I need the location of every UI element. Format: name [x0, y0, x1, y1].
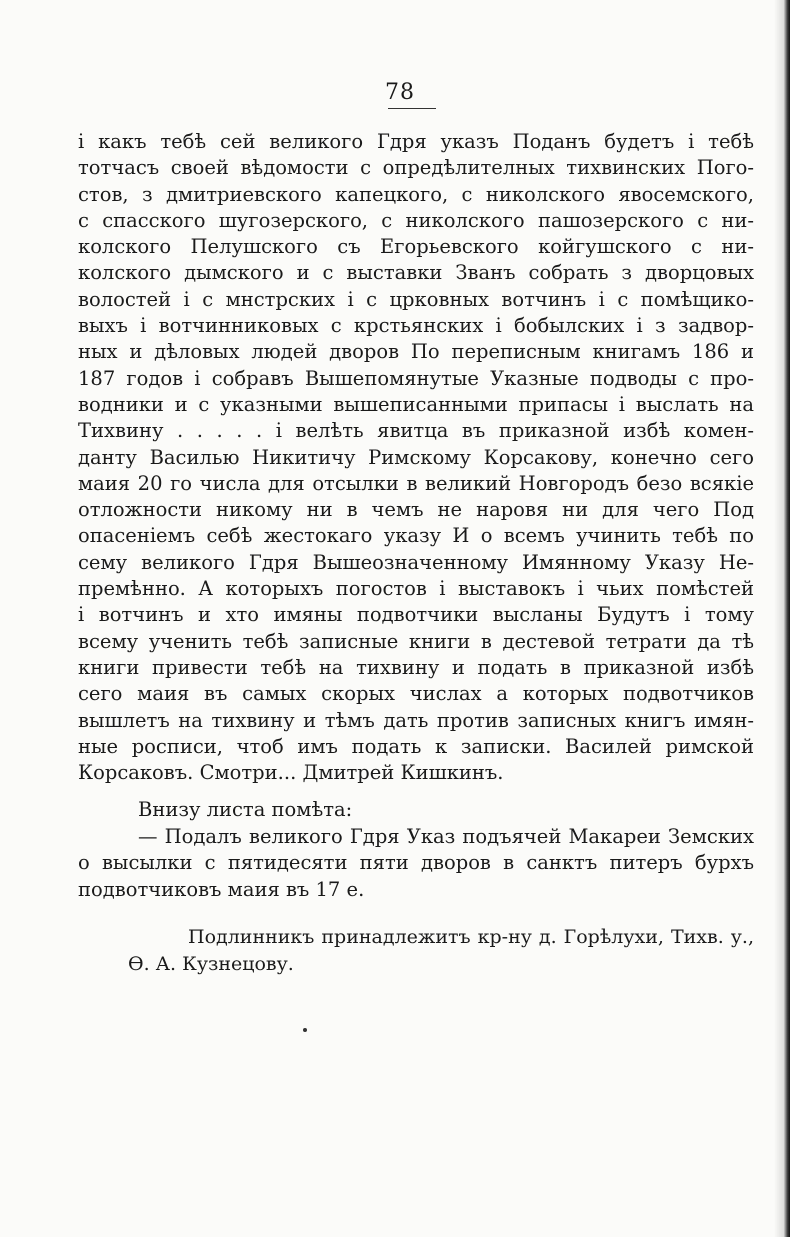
text-line: і какъ тебѣ сей великого Гдря указъ Поданъ будетъ і тебѣ [78, 130, 754, 153]
ink-speck [303, 1028, 307, 1032]
note-line: о высылки с пятидесяти пяти дворов в санктъ питеръ бурхъ [78, 851, 754, 875]
text-line: 187 годов і собравъ Вышепомянутые Указные подводы с про- [78, 366, 754, 390]
page-number: 78 [385, 80, 415, 105]
note-heading: Внизу листа помѣта: [138, 798, 353, 821]
text-line: волостей і с мнстрских і с црковных вотчинъ і с помѣщико- [78, 287, 754, 311]
text-line: Тихвину . . . . . і велѣть явитца въ приказной избѣ комен- [78, 419, 754, 443]
text-line: данту Василью Никитичу Римскому Корсакову, конечно сего [78, 445, 754, 469]
text-line: отложности никому ни в чемъ не наровя ни для чего Под [78, 498, 754, 522]
text-line: ных и дѣловых людей дворов По переписным книгамъ 186 и [78, 340, 754, 364]
text-line: стов, з дмитриевского капецкого, с николского явосемского, [78, 182, 754, 206]
text-line: опасеніемъ себѣ жестокаго указу И о всемъ учинить тебѣ по [78, 524, 754, 548]
text-line: водники и с указными вышеписанными припасы і выслать на [78, 392, 754, 416]
note-line: — Подалъ великого Гдря Указ подъячей Макареи Земских [138, 825, 754, 848]
source-line: Подлинникъ принадлежитъ кр-ну д. Горѣлухи, Тихв. у., [188, 926, 754, 948]
margin-note [78, 796, 754, 903]
text-line: ные росписи, чтоб имъ подать к записки. Василей римской [78, 734, 754, 758]
text-line: с спасского шугозерского, с николского пашозерского с ни- [78, 208, 754, 232]
text-line: всему ученить тебѣ записные книги в дестевой тетрати да тѣ [78, 629, 754, 653]
text-line: колского Пелушского съ Егорьевского койгушского с ни- [78, 235, 754, 259]
note-line: подвотчиковъ маия въ 17 е. [78, 877, 365, 901]
text-line: сему великого Гдря Вышеозначенному Имянному Указу Не- [78, 550, 754, 574]
text-line: маия 20 го числа для отсылки в великий Новгородъ безо всякіе [78, 471, 754, 495]
text-line: Корсаковъ. Смотри... Дмитрей Кишкинъ. [78, 761, 504, 785]
text-line: тотчасъ своей вѣдомости с опредѣлителных тихвинских Пого- [78, 156, 754, 180]
text-line: вышлетъ на тихвину и тѣмъ дать против записных книгъ имян- [78, 708, 754, 732]
source-attribution [78, 924, 754, 978]
main-text [78, 129, 754, 786]
text-line: і вотчинъ и хто имяны подвотчики высланы Будутъ і тому [78, 603, 754, 627]
page-number-underline [388, 108, 436, 109]
source-line: Ѳ. А. Кузнецову. [128, 953, 294, 975]
text-line: сего маия въ самых скорых числах а которых подвотчиков [78, 682, 754, 706]
page-edge [784, 0, 790, 1237]
text-line: премѣнно. А которыхъ погостов і выставокъ і чьих помѣстей [78, 577, 754, 601]
text-line: книги привести тебѣ на тихвину и подать в приказной избѣ [78, 655, 754, 679]
page-edge-shadow [774, 0, 784, 1237]
text-line: выхъ і вотчинниковых с крстьянских і бобылских і з задвор- [78, 314, 754, 338]
text-line: колского дымского и с выставки Званъ собрать з дворцовых [78, 261, 754, 285]
